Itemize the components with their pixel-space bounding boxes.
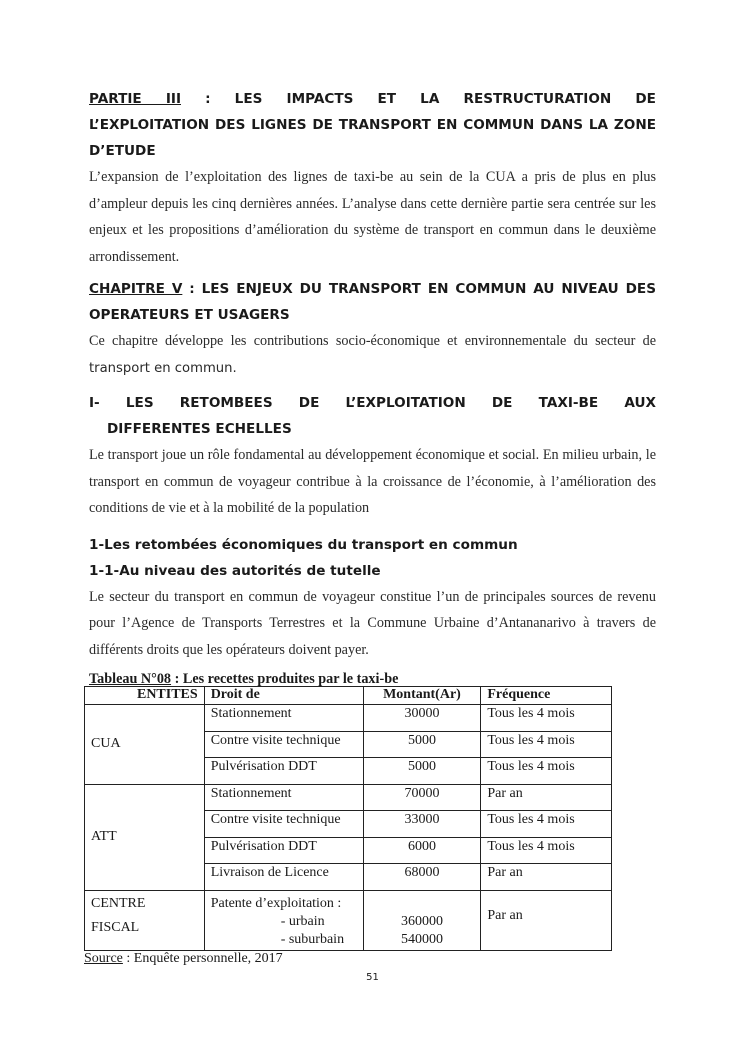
frequency-cell: Tous les 4 mois <box>481 705 612 732</box>
header-montant: Montant(Ar) <box>363 687 481 705</box>
part-title-rest: L’EXPLOITATION DES LIGNES DE TRANSPORT EN COMMUN DANS LA ZONE D’ETUDE <box>89 117 656 159</box>
entity-cell: ATT <box>85 784 205 890</box>
header-entites: ENTITES <box>85 687 205 705</box>
droit-cell: Pulvérisation DDT <box>204 837 363 864</box>
chapter-title: LES ENJEUX DU TRANSPORT EN COMMUN AU NIVEAU DES OPERATEURS ET USAGERS <box>89 281 656 323</box>
table-source <box>84 951 283 967</box>
droit-cell: Stationnement <box>204 784 363 811</box>
amount-line: 540000 <box>400 931 443 947</box>
subheading-1: 1-Les retombées économiques du transport en commun <box>89 536 518 553</box>
page-body <box>89 86 656 689</box>
entity-line: CENTRE <box>91 895 146 911</box>
intro-paragraph: L’expansion de l’exploitation des lignes de taxi-be au sein de la CUA a pris de plus en plus d’ampleur depuis les cinq dernières années. L’analyse dans cette dernière partie sera centrée sur les enjeux et les propositions d’amélioration du système de transport en commun dans le deuxième arrondissement. <box>89 169 656 265</box>
part-title-line1: LES IMPACTS ET LA RESTRUCTURATION DE <box>234 91 656 107</box>
droit-cell: Stationnement <box>204 705 363 732</box>
droit-line: - urbain <box>280 913 325 929</box>
chapter-intro-end: transport en commun. <box>89 360 237 376</box>
amount-cell: 33000 <box>363 811 481 838</box>
amount-cell: 5000 <box>363 731 481 758</box>
frequency-cell: Tous les 4 mois <box>481 758 612 785</box>
table-row <box>85 705 612 732</box>
header-droit: Droit de <box>204 687 363 705</box>
source-label: Source <box>84 951 123 966</box>
frequency-cell: Par an <box>481 784 612 811</box>
frequency-cell: Tous les 4 mois <box>481 731 612 758</box>
page-number: 51 <box>366 972 379 983</box>
droit-cell: Livraison de Licence <box>204 864 363 891</box>
entity-cell <box>85 890 205 950</box>
header-frequence: Fréquence <box>481 687 612 705</box>
droit-line: - suburbain <box>280 931 345 947</box>
subheading-1-1: 1-1-Au niveau des autorités de tutelle <box>89 562 381 579</box>
amount-cell: 70000 <box>363 784 481 811</box>
droit-cell: Pulvérisation DDT <box>204 758 363 785</box>
amount-cell: 5000 <box>363 758 481 785</box>
table-caption-label: Tableau N°08 <box>89 671 172 687</box>
amount-cell <box>363 890 481 950</box>
table-header-row <box>85 687 612 705</box>
frequency-cell: Tous les 4 mois <box>481 811 612 838</box>
frequency-cell: Par an <box>481 890 612 950</box>
chapter-intro <box>89 328 656 382</box>
part-label: PARTIE III <box>89 91 181 107</box>
frequency-cell: Par an <box>481 864 612 891</box>
amount-cell: 30000 <box>363 705 481 732</box>
table-row <box>85 890 612 950</box>
chapter-intro-text: Ce chapitre développe les contributions socio-économique et environnementale du secteur de <box>89 333 656 349</box>
section-heading-line1: I- LES RETOMBEES DE L’EXPLOITATION DE TAXI-BE AUX <box>89 395 656 411</box>
revenue-table <box>84 686 612 951</box>
section-heading-line2: DIFFERENTES ECHELLES <box>107 421 292 437</box>
source-text: : Enquête personnelle, 2017 <box>122 951 283 966</box>
frequency-cell: Tous les 4 mois <box>481 837 612 864</box>
chapter-separator: : <box>182 281 202 297</box>
chapter-heading <box>89 276 656 328</box>
section-paragraph: Le transport joue un rôle fondamental au développement économique et social. En milieu urbain, le transport en commun de voyageur contribue à la croissance de l’économie, à l’amélioration des conditions de vie et à la mobilité de la population <box>89 447 656 516</box>
part-separator: : <box>181 91 235 107</box>
part-heading-line1 <box>89 86 656 112</box>
amount-line: 360000 <box>400 913 443 929</box>
table-caption-text: : Les recettes produites par le taxi-be <box>171 671 399 687</box>
droit-cell <box>204 890 363 950</box>
chapter-label: CHAPITRE V <box>89 281 183 297</box>
droit-cell: Contre visite technique <box>204 731 363 758</box>
droit-cell: Contre visite technique <box>204 811 363 838</box>
droit-line: Patente d’exploitation : <box>210 895 342 911</box>
amount-cell: 6000 <box>363 837 481 864</box>
amount-cell: 68000 <box>363 864 481 891</box>
subsection-paragraph: Le secteur du transport en commun de voyageur constitue l’un de principales sources de revenu pour l’Agence de Transports Terrestres et la Commune Urbaine d’Antananarivo à travers de différents droits que les opérateurs doivent payer. <box>89 588 656 658</box>
table-row <box>85 784 612 811</box>
entity-cell: CUA <box>85 705 205 785</box>
entity-line: FISCAL <box>91 919 140 935</box>
